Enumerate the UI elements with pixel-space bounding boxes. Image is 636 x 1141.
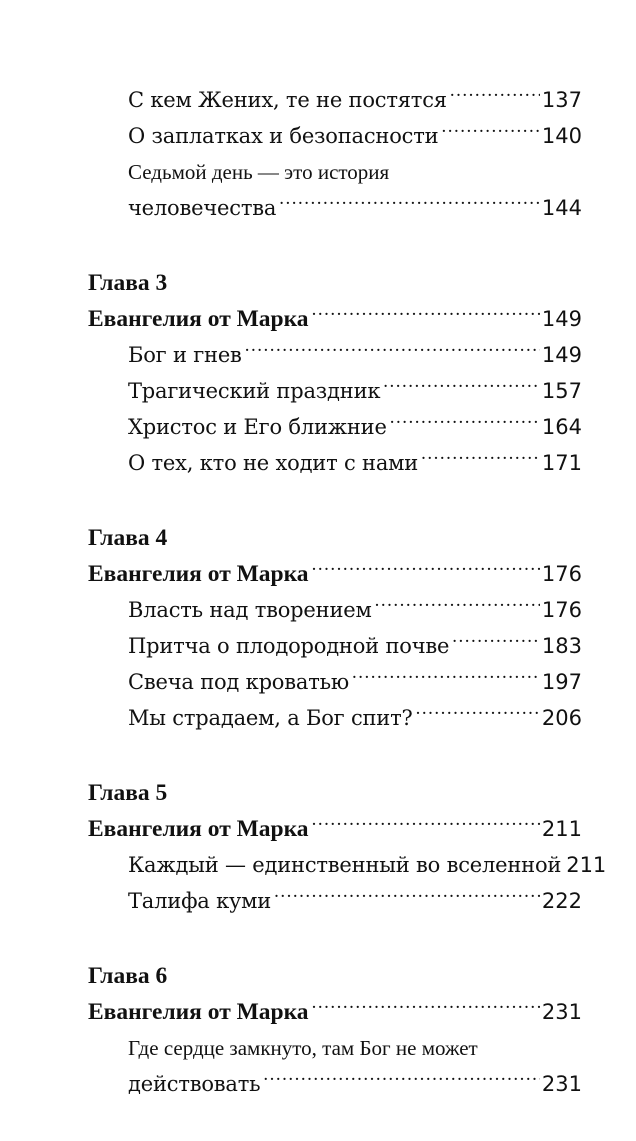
dot-leader [263,1068,540,1092]
toc-entry-page: 222 [541,889,582,913]
chapter-label: Глава 6 [88,963,168,989]
chapter-heading-page: 231 [541,1000,582,1024]
chapter-label: Глава 3 [88,270,168,296]
toc-entry-page: 211 [566,853,607,877]
toc-entry-page: 164 [541,415,582,439]
toc-entry-title-line1: Где сердце замкнуто, там Бог не может [128,1036,478,1060]
chapter-label: Глава 5 [88,780,168,806]
toc-entry-title-line2: человечества [128,196,277,220]
toc-entry [88,190,582,226]
toc-entry-title: О заплатках и безопасности [128,124,439,148]
table-of-contents [88,82,607,1141]
toc-entry [88,664,582,700]
chapter-heading-page: 149 [541,307,582,331]
toc-entry-title-line1: Седьмой день — это история [128,160,390,184]
toc-entry [88,373,582,409]
toc-entry-title: Христос и Его ближние [128,415,387,439]
chapter-heading [88,994,582,1030]
dot-leader [450,84,540,108]
chapter-heading [88,811,582,847]
toc-entry [88,445,582,481]
toc-entry-page: 231 [541,1072,582,1096]
chapter-heading [88,556,582,592]
toc-entry-title-line2: действовать [128,1072,261,1096]
toc-entry-page: 144 [541,196,582,220]
chapter-heading [88,301,582,337]
toc-entry-page: 206 [541,706,582,730]
toc-entry-page: 197 [541,670,582,694]
toc-entry [88,82,582,118]
toc-entry-title: Свеча под кроватью [128,670,349,694]
dot-leader [279,192,540,216]
dot-leader [312,558,540,582]
toc-entry-page: 171 [541,451,582,475]
toc-entry [88,847,607,883]
toc-entry-title: Власть над творением [128,598,372,622]
dot-leader [245,339,540,363]
toc-entry [88,1066,582,1102]
toc-entry-page: 137 [541,88,582,112]
toc-chapter-4 [88,520,582,736]
dot-leader [390,411,540,435]
chapter-label: Глава 4 [88,525,168,551]
chapter-heading-title: Евангелия от Марка [88,999,309,1025]
toc-entry [88,592,582,628]
dot-leader [274,885,540,909]
toc-chapter-5 [88,775,607,919]
chapter-heading-title: Евангелия от Марка [88,816,309,842]
toc-entry-page: 176 [541,598,582,622]
toc-entry-page: 149 [541,343,582,367]
toc-entry-title: Трагический праздник [128,379,381,403]
toc-entry-page: 140 [541,124,582,148]
toc-entry [88,118,582,154]
toc-chapter-3 [88,265,582,481]
toc-entry-title: Талифа куми [128,889,272,913]
toc-entry [88,700,582,736]
toc-entry-title: Бог и гнев [128,343,242,367]
dot-leader [452,630,540,654]
dot-leader [416,702,540,726]
toc-entry-title: Мы страдаем, а Бог спит? [128,706,413,730]
dot-leader [312,813,540,837]
toc-entry-title: Каждый — единственный во вселенной [128,853,562,877]
chapter-heading-page: 211 [541,817,582,841]
toc-entry [88,409,582,445]
toc-block-continued [88,82,582,226]
dot-leader [421,447,540,471]
dot-leader [375,594,540,618]
toc-entry-title: С кем Жених, те не постятся [128,88,447,112]
toc-entry [88,628,582,664]
toc-entry [88,337,582,373]
dot-leader [352,666,540,690]
toc-entry-page: 183 [541,634,582,658]
chapter-heading-title: Евангелия от Марка [88,306,309,332]
dot-leader [441,120,539,144]
dot-leader [312,996,540,1020]
dot-leader [312,303,540,327]
toc-entry-page: 157 [541,379,582,403]
chapter-heading-page: 176 [541,562,582,586]
toc-entry-title: О тех, кто не ходит с нами [128,451,419,475]
toc-chapter-6 [88,958,582,1102]
chapter-heading-title: Евангелия от Марка [88,561,309,587]
toc-entry-title: Притча о плодородной почве [128,634,450,658]
dot-leader [383,375,540,399]
toc-entry [88,883,582,919]
